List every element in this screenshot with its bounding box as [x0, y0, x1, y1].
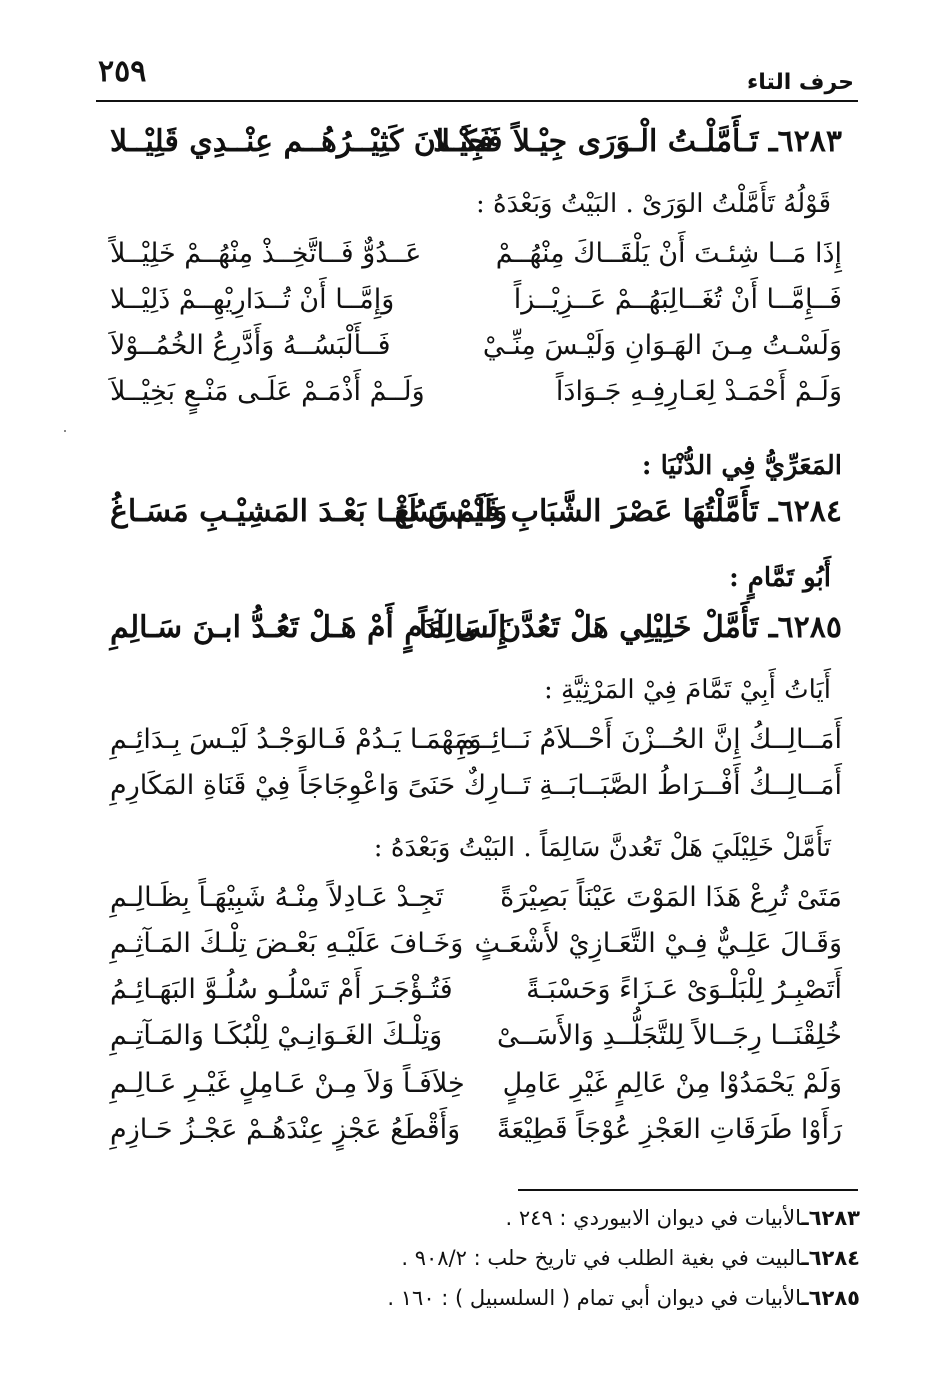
verse-second-hemistich: وَأَقْطَعُ عَجْزٍ عِنْدَهُـمْ عَجْـزُ حَـازِمِ	[110, 1114, 461, 1145]
verse-line	[110, 234, 842, 278]
verse-second-hemistich: وَإِمَّــا أَنْ تُــدَارِيْهِــمْ ذَلِيْــلا	[110, 284, 395, 315]
footnote-text: الأبيات في ديوان الابيوردي : ٢٤٩ .	[505, 1206, 802, 1230]
verse-first-hemistich: فَــإِمَّــا أَنْ تُغَــالِبَهُــمْ عَــزِيْــزاً	[513, 284, 842, 315]
footnote-number: ٦٢٨٥ـ	[801, 1286, 860, 1310]
verse-second-hemistich: وَتِلْـكَ الغَـوَانِـيْ لِلْبُكَـا وَالمَـآتِـمِ	[110, 1020, 443, 1051]
verse-second-hemistich: فَــأَلْبَسُــهُ وَأَدَّرِعُ الخُمُــوْلاَ	[110, 330, 391, 361]
verse-second-hemistich: تَجِـدْ عَـادِلاً مِنْـهُ شَبِيْهَـاً بِظَـالِـمِ	[110, 882, 444, 913]
footnote	[401, 1246, 860, 1270]
verse-second-hemistich: وَمَهْمَـا يَـدُمْ فَـالوَجْـدُ لَيْـسَ بِـدَائِـمِ	[110, 724, 482, 755]
verse-first-hemistich: إِذَا مَــا شِئـتَ أَنْ يَلْقَــاكَ مِنْهُــمْ	[495, 238, 842, 269]
verse-line	[110, 970, 842, 1014]
verse-line	[110, 122, 842, 166]
verse-first-hemistich: مَتَىْ تُرِعْ هَذَا المَوْتَ عَيْنَاً بَصِيْرَةً	[500, 882, 842, 913]
intro-line: المَعَرِّيُّ فِي الدُّنْيَا :	[641, 451, 842, 481]
footnote-text: الأبيات في ديوان أبي تمام ( السلسبيل ) : ١٦٠ .	[387, 1286, 802, 1310]
verse-line	[110, 372, 842, 416]
footnote-divider	[518, 1189, 858, 1191]
intro-line: تَأَمَّلْ خَلِيْلَيَ هَلْ تَعُدنَّ سَالِمَاً . البَيْتُ وَبَعْدَهُ :	[373, 833, 831, 863]
intro-line: أَيَاتُ أَبِيْ تَمَّامَ فِيْ المَرْثِيَّةِ :	[543, 675, 831, 705]
scan-speck	[64, 430, 66, 432]
page-number: ٢٥٩	[98, 54, 147, 89]
verse-first-hemistich: وَقَـالَ عَلِـيٌّ فِـيْ التَّعَـازِيْ لأَشْعَـثٍ	[474, 928, 842, 959]
verse-line	[110, 924, 842, 968]
verse-line	[110, 1064, 842, 1108]
verse-first-hemistich: ٦٢٨٣ـ تَـأَمَّلْـتُ الْـوَرَى جِيْـلاً فَجِيْـلا	[432, 124, 842, 159]
verse-second-hemistich: عَــدُوٌّ فَــاتَّخِــذْ مِنْهُــمْ خَلِيْــلاً	[110, 238, 422, 269]
verse-line	[110, 608, 842, 652]
verse-first-hemistich: أَتَصْبِـرُ لِلْبَلْـوَىْ عَـزَاءً وَحَسْبَـةً	[526, 974, 842, 1005]
chapter-title: حرف التاء	[746, 70, 854, 95]
verse-second-hemistich: حَنَىً وَاعْوِجَاجَاً فِيْ قَنَاةِ المَكَارِمِ	[110, 770, 456, 801]
verse-first-hemistich: وَلَسْـتُ مِـنَ الهَـوَانِ وَلَيْـسَ مِنِّـيْ	[482, 330, 842, 361]
verse-first-hemistich: رَأَوْا طَرَقَاتِ العَجْزِ عُوْجَاً قَطِيْعَةً	[496, 1114, 842, 1145]
verse-first-hemistich: وَلَـمْ أَحْمَـدْ لِعَـارِفِـهِ جَـوَادَاً	[555, 376, 842, 407]
footnote	[506, 1206, 860, 1230]
verse-second-hemistich: إِلَـى آدَمٍ أَمْ هَـلْ تَعُـدُّ ابـنَ سَـالِمِ	[110, 610, 507, 645]
verse-first-hemistich: أَمَــالِــكُ إِنَّ الحُــزْنَ أَحْــلاَمُ نَــائِــمِ	[458, 724, 842, 755]
header-divider	[96, 100, 858, 102]
verse-line	[110, 720, 842, 764]
verse-line	[110, 766, 842, 810]
footnote-number: ٦٢٨٣ـ	[801, 1206, 860, 1230]
verse-second-hemistich: فَتُـؤْجَـرَ أَمْ تَسْلُـو سُلُـوَّ البَهَـائِـمُ	[110, 974, 453, 1005]
footnote-number: ٦٢٨٤ـ	[801, 1246, 860, 1270]
verse-second-hemistich: خِلاَفَـاً وَلاَ مِـنْ عَـامِلٍ غَيْـرِ عَـالِـمِ	[110, 1068, 465, 1099]
footnote	[387, 1286, 860, 1310]
verse-second-hemistich: وَلَــمْ أَذْمَـمْ عَلَـى مَنْـعٍ بَخِيْــلاَ	[110, 376, 425, 407]
intro-line: أَبُو تَمَّامٍ :	[729, 563, 831, 593]
verse-line	[110, 492, 842, 536]
footnote-text: البيت في بغية الطلب في تاريخ حلب : ٩٠٨/٢ .	[401, 1246, 802, 1270]
verse-first-hemistich: ٦٢٨٤ـ تَأَمَّلْتُهَا عَصْرَ الشَّبَابِ فَلَمْ تَسُغْ	[394, 494, 842, 529]
verse-second-hemistich: وَلَيْـسَ لَهَـا بَعْـدَ المَشِيْـبِ مَسَـاغُ	[110, 494, 508, 529]
verse-line	[110, 878, 842, 922]
verse-first-hemistich: ٦٢٨٥ـ تَأَمَّلْ خَلِيْلِي هَلْ تَعُدَّنَ سَالِمَاً	[418, 610, 842, 645]
verse-line	[110, 1110, 842, 1154]
verse-first-hemistich: خُلِقْنَــا رِجَــالاً لِلتَّجَلُّــدِ وَالأَسَــىْ	[497, 1020, 842, 1051]
verse-second-hemistich: وَخَـافَ عَلَيْـهِ بَعْـضَ تِلْـكَ المَـآثِـمِ	[110, 928, 464, 959]
verse-line	[110, 326, 842, 370]
verse-line	[110, 280, 842, 324]
intro-line: قَوْلُهُ تَأَمَّلْتُ الوَرَىْ . البَيْتُ وَبَعْدَهُ :	[475, 189, 831, 219]
verse-first-hemistich: أَمَــالِــكُ أَفْــرَاطُ الصَّبَــابَــةِ تَــارِكٌ	[463, 770, 842, 801]
verse-second-hemistich: فَكَــانَ كَثِيْــرُهُــم عِنْــدِي قَلِيْــلا	[110, 124, 494, 159]
verse-first-hemistich: وَلَمْ يَحْمَدُوْا مِنْ عَالِمٍ غَيْرِ عَامِلٍ	[502, 1068, 842, 1099]
verse-line	[110, 1016, 842, 1060]
